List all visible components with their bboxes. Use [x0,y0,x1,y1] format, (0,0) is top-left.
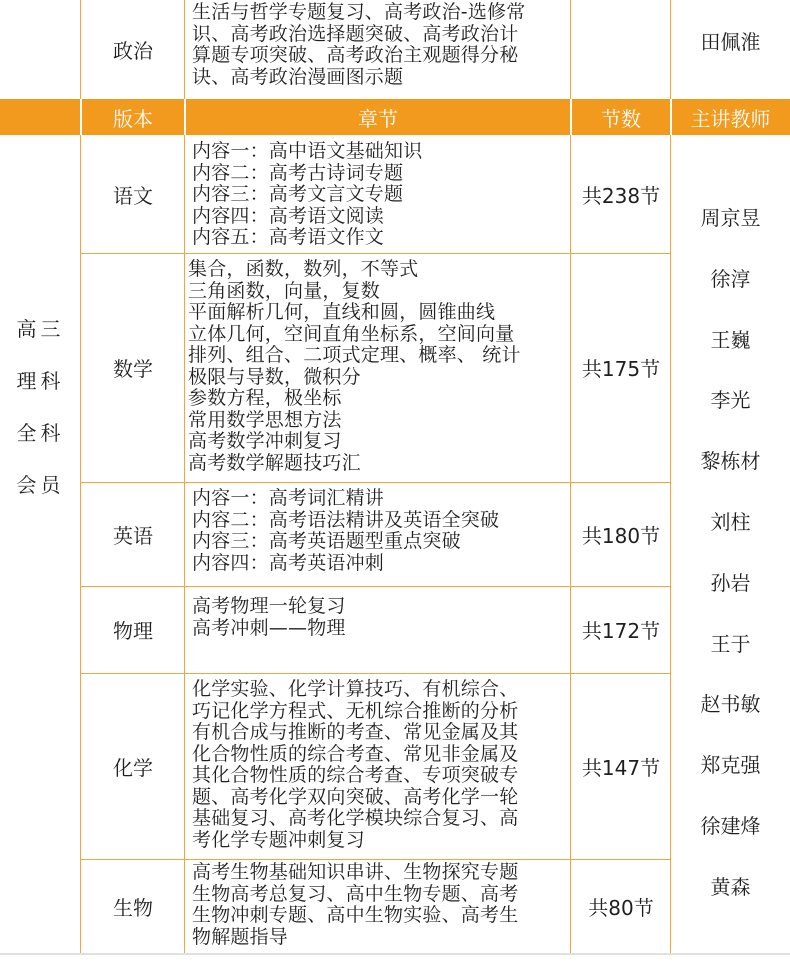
section-count: 共80节 [588,895,654,920]
chapters-physics [185,586,571,673]
teacher-name: 田佩淮 [700,29,761,54]
count-english [571,482,671,586]
grid-line [80,253,671,254]
teacher-list [671,188,790,918]
chapter-line: 化合物性质的综合考查、常见非金属及 [192,742,519,765]
header-divider [570,99,572,135]
subject-label: 语文 [113,183,153,208]
teacher-politics [671,0,790,80]
chapter-line: 有机合成与推断的考查、常见金属及其 [192,721,519,743]
subject-label: 数学 [113,357,153,381]
teacher-name: 郑克强 [700,753,761,778]
chapters-politics [185,0,571,99]
section-count: 共238节 [581,183,661,208]
chapter-line: 高考生物基础知识串讲、生物探究专题 [192,861,519,883]
subject-english [81,482,185,586]
grade-label [0,303,81,511]
count-biology [571,859,671,953]
count-chemistry [571,673,671,859]
teacher-name: 孙岩 [710,570,751,595]
chapter-line: 识、高考政治选择题突破、高考政治计 [192,22,519,45]
section-count: 共147节 [581,755,661,780]
chapter-line: 参数方程，极坐标 [188,387,342,409]
subject-politics [81,0,185,99]
grid-line [570,135,571,953]
grid-line [670,135,671,953]
chapters-biology [185,859,571,953]
chapter-line: 集合，函数，数列，不等式 [188,258,419,280]
section-count: 共180节 [581,523,661,548]
chapters-chemistry [185,673,571,859]
subject-label: 英语 [113,523,153,548]
teacher-name: 王巍 [710,327,751,352]
teacher-name: 李光 [710,388,751,413]
count-math [571,253,671,482]
chapter-line: 题、高考化学双向突破、高考化学一轮 [192,785,519,808]
chapter-line: 生物高考总复习、高中生物专题、高考 [192,882,519,905]
subject-math [81,253,185,482]
grade-label-line: 高三 [16,317,65,341]
grid-line [184,0,185,99]
section-count: 共172节 [581,619,661,643]
chapter-line: 内容四：高考语文阅读 [192,204,385,227]
grid-line [80,135,81,953]
chapter-line: 其化合物性质的综合考查、专项突破专 [192,764,519,786]
chapters-english [185,482,571,586]
count-physics [571,586,671,673]
grid-line [80,482,671,483]
chapter-line: 考化学专题冲刺复习 [192,828,365,851]
chapter-line: 内容一：高中语文基础知识 [192,140,423,162]
subject-label: 物理 [113,619,153,643]
teacher-name: 赵书敏 [700,692,761,717]
subject-physics [81,586,185,673]
header-teacher: 主讲教师 [690,106,771,131]
grid-line [184,135,185,953]
teacher-name: 王于 [710,631,751,656]
chapter-line: 高考物理一轮复习 [192,595,346,617]
grid-line [80,673,671,674]
header-edition: 版本 [113,106,153,131]
chapter-line: 立体几何，空间直角坐标系，空间向量 [188,322,515,345]
teacher-name: 黎栋材 [700,449,761,474]
grade-label-line: 全科 [16,421,65,445]
header-divider [184,99,186,135]
table-bottom-border [0,953,790,955]
teacher-name: 徐淳 [710,266,751,291]
header-divider [80,99,82,135]
chapter-line: 高考冲刺——物理 [192,616,346,639]
chapter-line: 高考数学解题技巧汇 [188,451,361,474]
chapter-line: 高考数学冲刺复习 [188,430,342,452]
chapter-line: 排列、组合、二项式定理、概率、 统计 [188,344,521,366]
chapter-line: 内容三：高考文言文专题 [192,183,404,205]
chapters-chinese [185,135,571,253]
chapter-line: 内容一：高考词汇精讲 [192,487,385,509]
chapter-line: 诀、高考政治漫画图示题 [192,65,404,88]
grid-line [80,0,81,99]
chapter-line: 内容三：高考英语题型重点突破 [192,530,461,552]
chapter-line: 常用数学思想方法 [188,408,342,431]
chapter-line: 内容五：高考语文作文 [192,226,385,248]
count-chinese [571,135,671,253]
section-count: 共175节 [581,357,661,381]
subject-chinese [81,135,185,253]
subject-label: 生物 [113,895,153,920]
teacher-name: 刘柱 [710,509,751,534]
chapter-line: 算题专项突破、高考政治主观题得分秘 [192,44,519,66]
grid-line [670,0,671,99]
chapter-line: 生活与哲学专题复习、高考政治-选修常 [192,1,526,23]
chapter-line: 内容二：高考古诗词专题 [192,161,404,184]
subject-label: 政治 [113,39,153,63]
chapter-line: 内容四：高考英语冲刺 [192,551,385,574]
header-divider [670,99,672,135]
chapters-math [185,253,571,482]
chapter-line: 巧记化学方程式、无机综合推断的分析 [192,699,519,722]
grade-label-line: 理科 [16,369,65,393]
chapter-line: 生物冲刺专题、高中生物实验、高考生 [192,904,519,926]
chapter-line: 平面解析几何，直线和圆，圆锥曲线 [188,301,496,323]
header-sections: 节数 [601,106,641,131]
grid-line [80,859,671,860]
chapter-line: 化学实验、化学计算技巧、有机综合、 [192,678,519,700]
table-header [0,99,790,135]
teacher-name: 周京昱 [700,206,761,230]
header-chapters: 章节 [358,106,398,131]
chapter-line: 三角函数，向量，复数 [188,279,381,302]
chapter-line: 物解题指导 [192,925,289,948]
chapter-line: 极限与导数，微积分 [188,365,361,388]
grid-line [80,586,671,587]
chapter-line: 基础复习、高考化学模块综合复习、高 [192,807,519,829]
grid-line [570,0,571,99]
subject-biology [81,859,185,953]
subject-chemistry [81,673,185,859]
teacher-name: 黄森 [710,874,751,899]
grade-label-line: 会员 [16,473,65,497]
subject-label: 化学 [113,755,153,780]
chapter-line: 内容二：高考语法精讲及英语全突破 [192,508,500,531]
teacher-name: 徐建烽 [700,813,761,838]
